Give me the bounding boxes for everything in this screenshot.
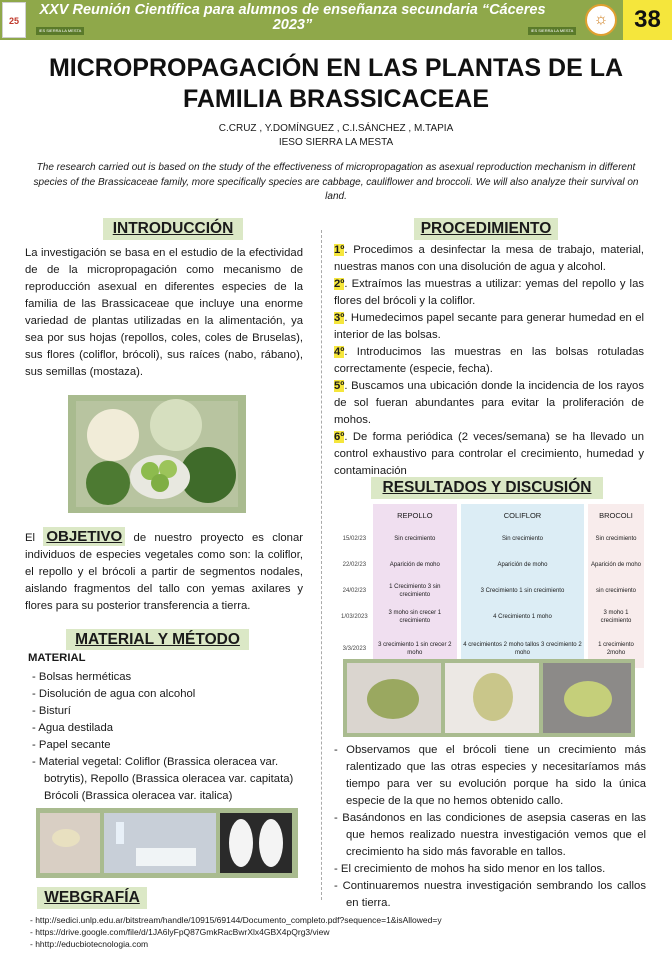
sun-logo-icon: ☼: [585, 4, 617, 36]
list-item: - Bolsas herméticas: [32, 671, 132, 683]
procedure-step: 2º. Extraímos las muestras a utilizar: yemas del repollo y las flores del brócoli y la coliflor.: [334, 278, 644, 307]
table-cell: 15/02/23: [340, 526, 369, 552]
poster-number: 38: [623, 0, 672, 40]
results-bullets: [334, 742, 646, 912]
procedimiento-steps: [334, 242, 644, 480]
abstract: The research carried out is based on the study of the effectiveness of micropropagation as asexual reproduction mechanism in different species of the Brassicaceae family, more specifically species are cabbage, cauliflower and broccoli. We will also analyze their survival on land.: [33, 162, 639, 202]
procedure-step: 3º. Humedecimos papel secante para generar humedad en el interior de las bolsas.: [334, 312, 644, 341]
table-row: [340, 604, 644, 630]
table-row: [340, 526, 644, 552]
table-cell: 3 Crecimiento 1 sin crecimiento: [461, 578, 584, 604]
table-cell: Sin crecimiento: [461, 526, 584, 552]
method-photos-frame: [36, 808, 298, 878]
table-cell: 1 Crecimiento 3 sin crecimiento: [373, 578, 457, 604]
results-table: [336, 504, 648, 668]
list-item: - El crecimiento de mohos ha sido menor en los tallos.: [334, 863, 606, 875]
school-logo-right: IES SIERRA LA MESTA: [528, 27, 576, 35]
authors-block: [20, 122, 652, 150]
list-item: - Observamos que el brócoli tiene un crecimiento más ralentizado que las otras especies y necesitaríamos más tiempo para ver su evolución porque ha sido la única especie de la que no hemos obtenido callo.: [334, 744, 646, 807]
introduccion-text: La investigación se basa en el estudio de la efectividad de de la micropropagación como mecanismo de reproducción asexual en diferentes especies de la familia de las Brassicaceae que incluye una enorme variedad de plantas utilizadas en la alimentación, ya sea por sus hojas (repollos, coles, coles de Bruselas), sus flores (coliflor, brócoli), sus raíces (nabo, rábano), sus semillas (mostaza).: [25, 247, 303, 378]
procedure-step: 1º. Procedimos a desinfectar la mesa de trabajo, material, nuestras manos con una disolución de agua y alcohol.: [334, 244, 644, 273]
table-cell: 24/02/23: [340, 578, 369, 604]
list-item: - Agua destilada: [32, 722, 114, 734]
table-cell: Sin crecimiento: [373, 526, 457, 552]
material-subheading: MATERIAL: [28, 652, 86, 664]
procedimiento-heading: PROCEDIMIENTO: [414, 218, 558, 240]
list-item[interactable]: - hhttp://educbiotecnologia.com: [30, 939, 149, 949]
column-divider: [321, 230, 323, 900]
table-row: [340, 578, 644, 604]
material-heading: MATERIAL Y MÉTODO: [66, 629, 249, 650]
conference-title: XXV Reunión Científica para alumnos de enseñanza secundaria “Cáceres 2023”: [39, 2, 546, 33]
table-cell: 1 crecimiento 2moho: [588, 630, 644, 668]
list-item: - Basándonos en las condiciones de asepsia caseras en las que hemos realizado nuestra investigación vemos que el crecimiento ha sido más favorable en tallos.: [334, 812, 647, 858]
callus-photos-frame: [343, 659, 635, 737]
procedure-step: 5º. Buscamos una ubicación donde la incidencia de los rayos de sol fueran abundantes para evitar la proliferación de mohos.: [334, 380, 644, 426]
vegetables-photo: [68, 395, 246, 513]
anniversary-logo: 25: [2, 2, 26, 38]
table-cell: 3 moho 1 crecimiento: [588, 604, 644, 630]
list-item[interactable]: - http://sedici.unlp.edu.ar/bitstream/handle/10915/69144/Documento_completo.pdf?sequence=1&isAllowed=y: [30, 915, 442, 925]
header-cell: COLIFLOR: [461, 504, 584, 526]
header-cell: [340, 504, 369, 526]
header-cell: REPOLLO: [373, 504, 457, 526]
list-item: - Disolución de agua con alcohol: [32, 688, 196, 700]
table-cell: Aparición de moho: [373, 552, 457, 578]
list-item[interactable]: - https://drive.google.com/file/d/1JA6lyFpQ87GmkRacBwrXlx4GBX4pQrg3/view: [30, 927, 330, 937]
list-item: - Papel secante: [32, 739, 111, 751]
table-cell: 3 crecimiento 1 sin crecer 2 moho: [373, 630, 457, 668]
material-list: [32, 669, 304, 805]
table-cell: Aparición de moho: [461, 552, 584, 578]
method-photos: [36, 808, 298, 878]
table-cell: 4 Crecimiento 1 moho: [461, 604, 584, 630]
school-logo-left: IES SIERRA LA MESTA: [36, 27, 84, 35]
procedure-step: 6º. De forma periódica (2 veces/semana) se ha llevado un control exhaustivo para controlar el crecimiento, humedad y contaminación: [334, 431, 644, 477]
table-row: [340, 552, 644, 578]
table-cell: Aparición de moho: [588, 552, 644, 578]
vegetables-photo-frame: [68, 395, 246, 513]
table-cell: 1/03/2023: [340, 604, 369, 630]
webgrafia-heading: WEBGRAFÍA: [37, 887, 147, 909]
header-cell: BROCOLI: [588, 504, 644, 526]
objetivo-text: [25, 527, 303, 615]
table-cell: 22/02/23: [340, 552, 369, 578]
results-table-wrap: [336, 504, 648, 668]
resultados-heading: RESULTADOS Y DISCUSIÓN: [371, 477, 603, 499]
objetivo-prefix: El: [25, 532, 36, 544]
school-name: IESO SIERRA LA MESTA: [278, 137, 394, 148]
table-header-row: [340, 504, 644, 526]
list-item: - Bisturí: [32, 705, 71, 717]
procedure-step: 4º. Introducimos las muestras en las bolsas rotuladas correctamente (especie, fecha).: [334, 346, 644, 375]
introduccion-heading: INTRODUCCIÓN: [103, 218, 243, 240]
poster-title: MICROPROPAGACIÓN EN LAS PLANTAS DE LA FAMILIA BRASSICACEAE: [48, 54, 624, 113]
webgrafia-list: [30, 914, 630, 950]
authors: C.CRUZ , Y.DOMÍNGUEZ , C.I.SÁNCHEZ , M.TAPIA: [218, 123, 454, 134]
table-cell: 4 crecimientos 2 moho tallos 3 crecimiento 2 moho: [461, 630, 584, 668]
table-cell: 3/3/2023: [340, 630, 369, 668]
table-cell: Sin crecimiento: [588, 526, 644, 552]
table-cell: sin crecimiento: [588, 578, 644, 604]
list-item: - Continuaremos nuestra investigación sembrando los callos en tierra.: [334, 880, 646, 909]
list-item: - Material vegetal: Coliflor (Brassica oleracea var. botrytis), Repollo (Brassica oleracea var. capitata) Brócoli (Brassica oleracea var. italica): [32, 756, 294, 802]
callus-photos: [343, 659, 635, 737]
table-cell: 3 moho sin crecer 1 crecimiento: [373, 604, 457, 630]
objetivo-body: de nuestro proyecto es clonar individuos de especies vegetales como son: la coliflor, el repollo y el brócoli a partir de segmentos nodales, aislando fragmentos del tallo con yemas axilares y flores para su posterior transferencia a tierra.: [25, 532, 304, 612]
objetivo-heading: OBJETIVO: [43, 527, 125, 546]
